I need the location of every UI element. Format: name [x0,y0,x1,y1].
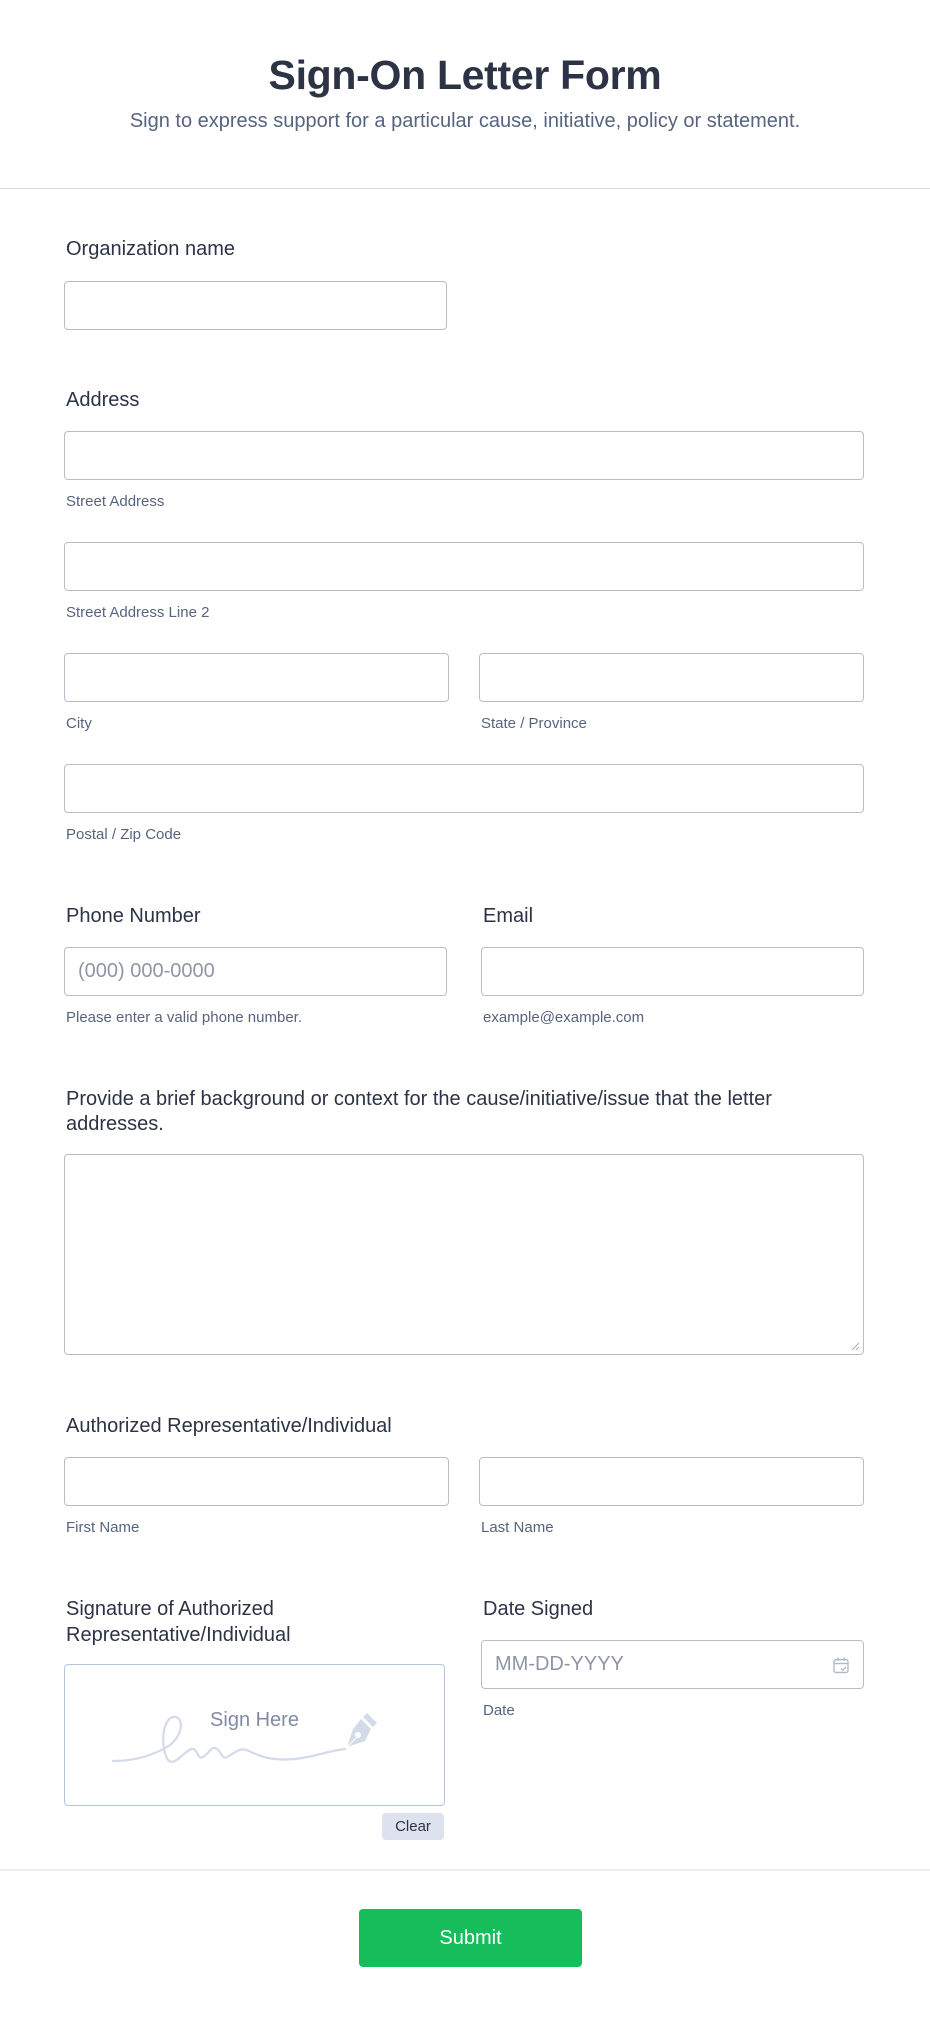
state-input[interactable] [479,653,864,702]
phone-input[interactable] [64,947,447,996]
submit-button[interactable]: Submit [359,1909,582,1967]
representative-label: Authorized Representative/Individual [66,1415,392,1437]
signature-label-line2: Representative/Individual [66,1624,291,1646]
background-textarea[interactable] [64,1154,864,1355]
organization-label: Organization name [66,238,235,260]
footer-divider [0,1869,930,1871]
signature-placeholder: Sign Here [210,1709,299,1731]
zip-sublabel: Postal / Zip Code [66,826,182,843]
date-input[interactable] [481,1640,864,1689]
date-placeholder: MM-DD-YYYY [495,1653,624,1675]
phone-sublabel: Please enter a valid phone number. [66,1009,302,1026]
state-sublabel: State / Province [481,715,587,732]
email-label: Email [483,905,534,927]
page-subtitle: Sign to express support for a particular cause, initiative, policy or statement. [129,110,801,132]
page-title: Sign-On Letter Form [268,52,662,98]
street-address-line2-input[interactable] [64,542,864,591]
resize-handle-icon[interactable] [850,1341,860,1351]
email-sublabel: example@example.com [483,1009,645,1026]
last-name-sublabel: Last Name [481,1519,554,1536]
first-name-input[interactable] [64,1457,449,1506]
email-input[interactable] [481,947,864,996]
address-label: Address [66,389,140,411]
date-sublabel: Date [483,1702,515,1719]
clear-signature-button[interactable]: Clear [382,1813,444,1840]
background-label: Provide a brief background or context for the cause/initiative/issue that the letter addresses. [66,1088,772,1135]
zip-input[interactable] [64,764,864,813]
signature-scribble-icon [65,1665,446,1807]
city-input[interactable] [64,653,449,702]
pen-nib-icon [341,1709,381,1751]
organization-input[interactable] [64,281,447,330]
signature-pad[interactable] [64,1664,445,1806]
date-signed-label: Date Signed [483,1598,594,1620]
first-name-sublabel: First Name [66,1519,140,1536]
city-sublabel: City [66,715,92,732]
last-name-input[interactable] [479,1457,864,1506]
street-address-line2-sublabel: Street Address Line 2 [66,604,210,621]
phone-placeholder: (000) 000-0000 [78,960,215,982]
signature-label-line1: Signature of Authorized [66,1598,274,1620]
form-header [0,0,930,189]
calendar-icon[interactable] [832,1656,850,1674]
street-address-input[interactable] [64,431,864,480]
phone-label: Phone Number [66,905,201,927]
street-address-sublabel: Street Address [66,493,165,510]
